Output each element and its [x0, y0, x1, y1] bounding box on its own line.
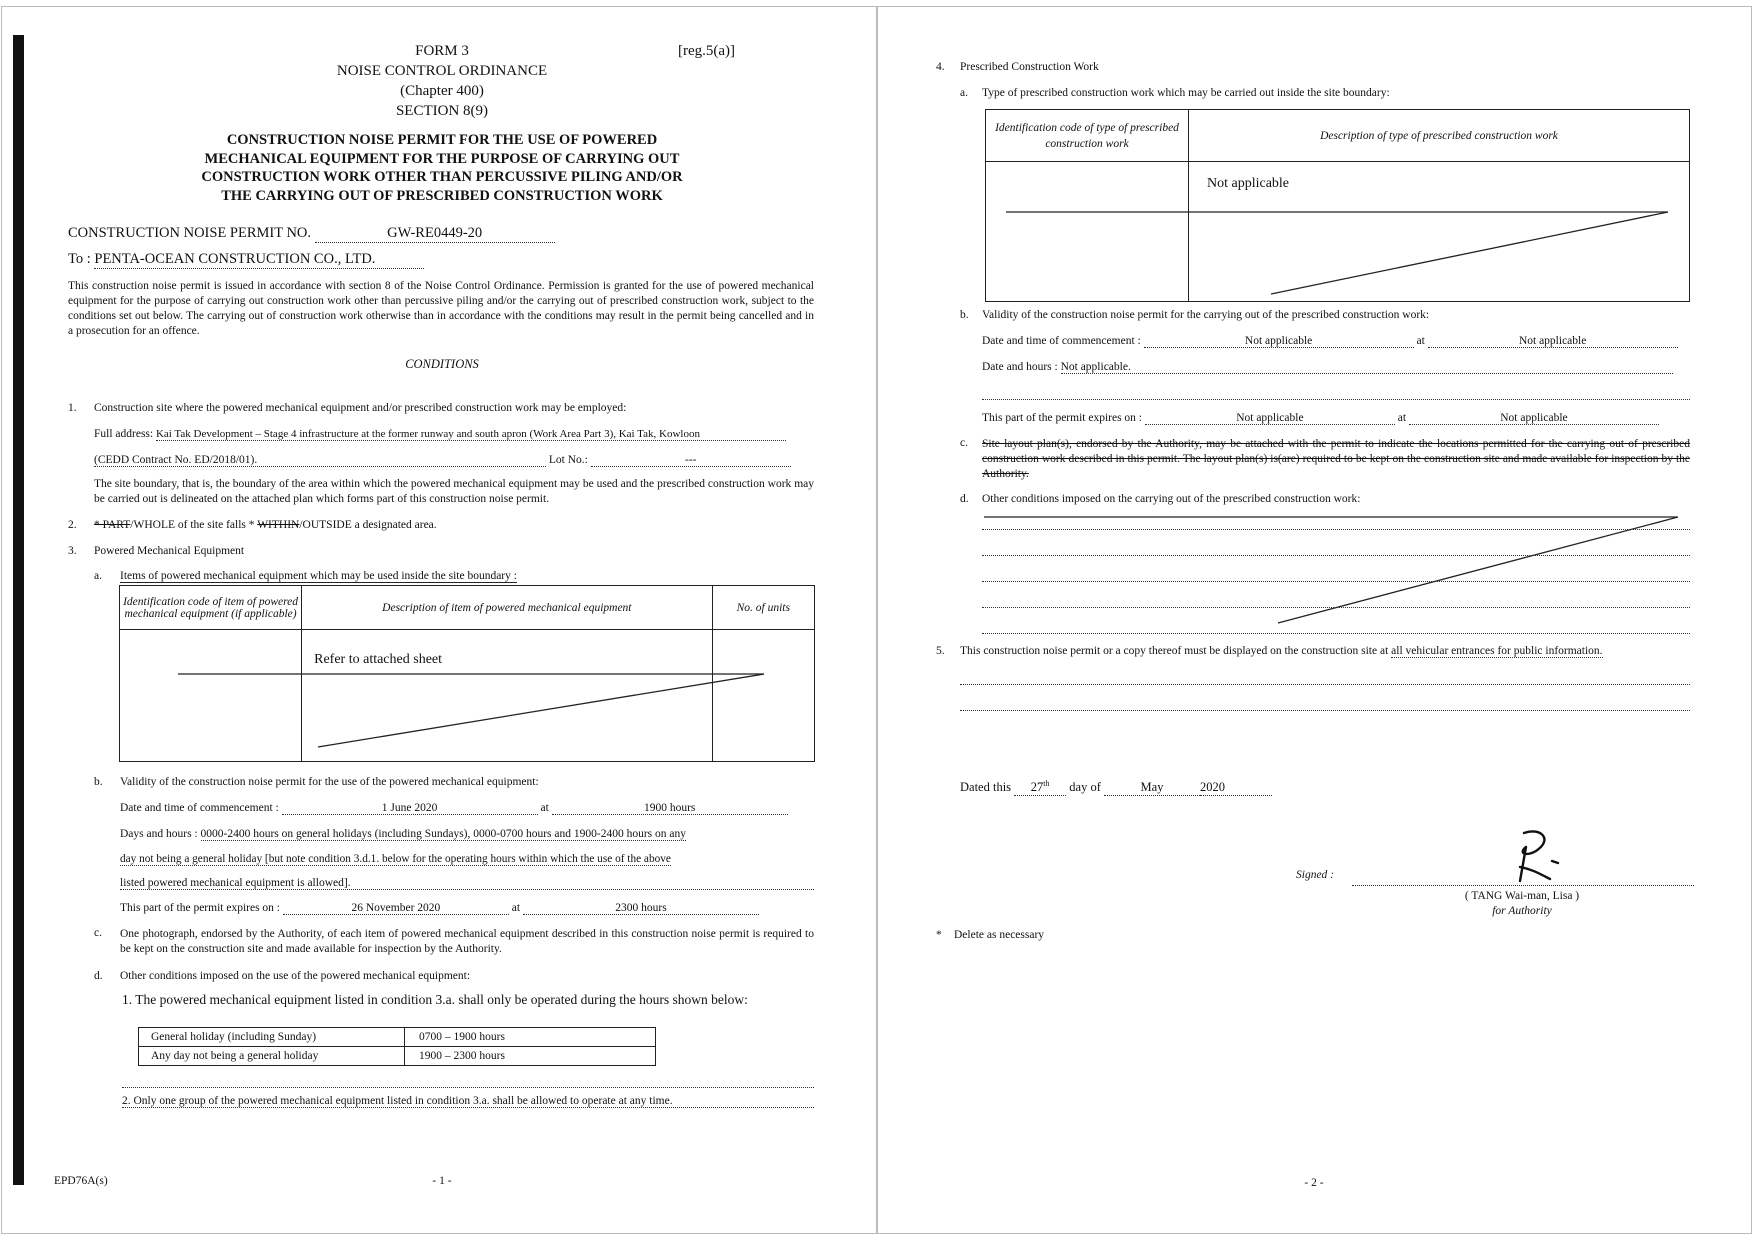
- dated-day-field: [1014, 779, 1066, 796]
- hours-value-cell: 1900 – 2300 hours: [405, 1047, 656, 1066]
- condition-3d-2-row: [122, 1095, 814, 1108]
- pcw-date-hours-row: [982, 361, 1673, 374]
- condition-1-number: 1.: [68, 402, 77, 414]
- page-number-1: - 1 -: [432, 1175, 452, 1187]
- day-of-label: day of: [1069, 780, 1101, 795]
- condition-4b-text: Validity of the construction noise permit for the carrying out of the prescribed construction work:: [982, 309, 1430, 321]
- date-hours-label: Date and hours :: [982, 361, 1058, 373]
- condition-2-end: /OUTSIDE a designated area.: [299, 519, 437, 531]
- hours-day-cell: Any day not being a general holiday: [139, 1047, 405, 1066]
- condition-4c-text-struck: Site layout plan(s), endorsed by the Authority, may be attached with the permit to indicate the locations permitted for the carrying out of prescribed construction work described in this permit. The layout plan(s) is(are) required to be kept on the construction site and made available for inspection by the Authority.: [982, 438, 1690, 480]
- blank-line: [982, 399, 1690, 400]
- title-line: MECHANICAL EQUIPMENT FOR THE PURPOSE OF CARRYING OUT: [204, 150, 680, 167]
- operating-hours-table: [138, 1027, 656, 1066]
- dated-label: Dated this: [960, 780, 1012, 795]
- at-label: at: [1397, 412, 1407, 424]
- full-address-line-2: (CEDD Contract No. ED/2018/01).: [94, 454, 546, 467]
- condition-4c-label: c.: [960, 437, 968, 449]
- pme-header-units: No. of units: [712, 586, 814, 630]
- page-number-2: - 2 -: [1304, 1177, 1324, 1189]
- title-line: THE CARRYING OUT OF PRESCRIBED CONSTRUCTION WORK: [221, 187, 663, 204]
- condition-3b-text: Validity of the construction noise permit for the use of the powered mechanical equipment:: [120, 776, 539, 788]
- to-label: To :: [68, 251, 91, 267]
- days-hours-line-2: day not being a general holiday [but note condition 3.d.1. below for the operating hours within which the use of the above: [120, 853, 671, 865]
- condition-5-row: [960, 645, 1603, 658]
- pcw-header-description: Description of type of prescribed construction work: [1189, 110, 1690, 162]
- condition-4a-label: a.: [960, 87, 968, 99]
- commencement-label: Date and time of commencement :: [982, 335, 1141, 347]
- condition-3c-label: c.: [94, 927, 102, 939]
- pme-expiry-row: [120, 902, 759, 915]
- condition-4a-text: Type of prescribed construction work which may be carried out inside the site boundary:: [982, 87, 1390, 99]
- page-1: [1, 6, 877, 1234]
- lot-label: Lot No.:: [548, 454, 588, 466]
- condition-3d-text: Other conditions imposed on the use of the powered mechanical equipment:: [120, 970, 471, 982]
- days-hours-line-2-row: [120, 853, 820, 866]
- pcw-commencement-row: [982, 335, 1678, 348]
- days-hours-row: [120, 828, 820, 841]
- blank-line: [960, 684, 1690, 685]
- signatory-name: ( TANG Wai-man, Lisa ): [1464, 890, 1580, 902]
- title-line: CONSTRUCTION WORK OTHER THAN PERCUSSIVE PILING AND/OR: [201, 169, 683, 185]
- at-label: at: [1416, 335, 1425, 347]
- pme-header-id: Identification code of item of powered mechanical equipment (if applicable): [120, 586, 302, 630]
- expires-label: This part of the permit expires on :: [120, 902, 281, 914]
- form-number: FORM 3: [415, 43, 469, 59]
- blank-line: [982, 581, 1690, 582]
- pme-cancel-diagonal: [318, 674, 764, 747]
- condition-3-text: Powered Mechanical Equipment: [94, 545, 245, 557]
- date-hours-value: Not applicable.: [1061, 361, 1673, 374]
- commencement-label: Date and time of commencement :: [120, 802, 279, 814]
- pcw-expiry-row: [982, 412, 1659, 425]
- dated-row: [960, 779, 1272, 796]
- permit-number: GW-RE0449-20: [315, 225, 555, 243]
- condition-3a-label: a.: [94, 570, 102, 582]
- condition-5-number: 5.: [936, 645, 945, 657]
- condition-3-number: 3.: [68, 545, 77, 557]
- regulation-ref: [reg.5(a)]: [678, 43, 736, 59]
- blank-line: [982, 555, 1690, 556]
- ordinance-title: NOISE CONTROL ORDINANCE: [336, 63, 548, 79]
- condition-4d-text: Other conditions imposed on the carrying out of the prescribed construction work:: [982, 493, 1361, 505]
- pcw-cancel-diagonal: [1271, 212, 1668, 294]
- condition-3b-label: b.: [94, 776, 103, 788]
- full-address-label: Full address:: [94, 428, 154, 440]
- expires-date: 26 November 2020: [283, 902, 509, 915]
- delete-note: Delete as necessary: [954, 929, 1045, 941]
- within-struck: WITHIN: [257, 519, 300, 531]
- site-boundary-text: The site boundary, that is, the boundary of the area within which the powered mechanical equipment may be used and the prescribed construction work may be carried out is delineated on the attached plan which forms part of this construction noise permit.: [94, 478, 814, 505]
- condition-3a-text: Items of powered mechanical equipment which may be used inside the site boundary :: [120, 570, 517, 582]
- condition-4b-label: b.: [960, 309, 969, 321]
- refer-attached-sheet: Refer to attached sheet: [314, 652, 443, 667]
- section: SECTION 8(9): [395, 103, 489, 119]
- condition-4d-label: d.: [960, 493, 969, 505]
- blank-line: [982, 607, 1690, 608]
- condition-1-text: Construction site where the powered mechanical equipment and/or prescribed construction work may be employed:: [94, 402, 627, 414]
- blank-line: [982, 529, 1690, 530]
- title-line: CONSTRUCTION NOISE PERMIT FOR THE USE OF POWERED: [226, 132, 658, 148]
- condition-5-text: This construction noise permit or a copy thereof must be displayed on the construction site at: [960, 645, 1389, 657]
- condition-3c-text: One photograph, endorsed by the Authority, of each item of powered mechanical equipment described in this construction noise permit is required to be kept on the construction site and made available for inspection by the Authority.: [120, 928, 814, 955]
- lot-number: ---: [591, 454, 791, 467]
- page2-cancel-lines: [878, 7, 1753, 1235]
- addressee: PENTA-OCEAN CONSTRUCTION CO., LTD.: [94, 251, 424, 269]
- expires-time: Not applicable: [1409, 412, 1659, 425]
- signature-mark: [1496, 829, 1566, 887]
- at-label: at: [540, 802, 549, 814]
- chapter: (Chapter 400): [400, 83, 484, 99]
- days-hours-line-3: listed powered mechanical equipment is allowed].: [120, 877, 814, 890]
- days-hours-line-1: 0000-2400 hours on general holidays (including Sundays), 0000-0700 hours and 1900-2400 hours on any: [200, 828, 686, 840]
- pme-commencement-row: [120, 802, 788, 815]
- hours-day-cell: General holiday (including Sunday): [139, 1028, 405, 1047]
- blank-line: [960, 710, 1690, 711]
- condition-4-text: Prescribed Construction Work: [960, 61, 1099, 73]
- blank-line: [122, 1087, 814, 1088]
- signed-label: Signed :: [1296, 869, 1335, 881]
- full-address-line-1: Kai Tak Development – Stage 4 infrastructure at the former runway and south apron (Work Area Part 3), Kai Tak, Kowloon: [156, 428, 786, 441]
- part-struck: * PART: [94, 519, 131, 531]
- form-code: EPD76A(s): [54, 1175, 108, 1187]
- commencement-date: Not applicable: [1144, 335, 1414, 348]
- pcw-header-id: Identification code of type of prescribed construction work: [986, 110, 1189, 162]
- pcw-not-applicable: Not applicable: [1207, 176, 1290, 191]
- dated-day: 27: [1030, 780, 1044, 795]
- dated-year: 2020: [1200, 780, 1272, 796]
- intro-paragraph: This construction noise permit is issued in accordance with section 8 of the Noise Control Ordinance. Permission is granted for the use of powered mechanical equipment for the purpose of carrying out construction work other than percussive piling and/or the carrying out of prescribed construction work, subject to the conditions set out below. The carrying out of construction work otherwise than in accordance with the conditions may result in the permit being cancelled and in a prosecution for an offence.: [68, 280, 814, 337]
- permit-number-label: CONSTRUCTION NOISE PERMIT NO.: [68, 225, 312, 241]
- days-hours-label: Days and hours :: [120, 828, 198, 840]
- display-location: all vehicular entrances for public information.: [1391, 645, 1603, 657]
- delete-asterisk: *: [936, 929, 942, 941]
- expires-label: This part of the permit expires on :: [982, 412, 1143, 424]
- conditions-heading: CONDITIONS: [405, 357, 479, 371]
- commencement-time: Not applicable: [1428, 335, 1678, 348]
- for-authority: for Authority: [1492, 905, 1552, 917]
- hours-value-cell: 0700 – 1900 hours: [405, 1028, 656, 1047]
- page-2: [877, 6, 1752, 1234]
- expires-time: 2300 hours: [523, 902, 759, 915]
- dated-month: May: [1104, 780, 1200, 796]
- commencement-date: 1 June 2020: [282, 802, 538, 815]
- condition-2-middle: /WHOLE of the site falls *: [130, 519, 258, 531]
- pme-header-description: Description of item of powered mechanical equipment: [302, 586, 712, 630]
- dated-day-suffix: th: [1043, 779, 1050, 788]
- condition-2-number: 2.: [68, 519, 77, 531]
- condition-3d-2: 2. Only one group of the powered mechanical equipment listed in condition 3.a. shall be allowed to operate at any time.: [122, 1095, 814, 1108]
- days-hours-line-3-row: [120, 877, 814, 890]
- expires-date: Not applicable: [1145, 412, 1395, 425]
- condition-3d-label: d.: [94, 970, 103, 982]
- condition-3d-1: 1. The powered mechanical equipment listed in condition 3.a. shall only be operated during the hours shown below:: [122, 992, 748, 1007]
- commencement-time: 1900 hours: [552, 802, 788, 815]
- blank-line: [982, 633, 1690, 634]
- condition-4-number: 4.: [936, 61, 945, 73]
- at-label: at: [511, 902, 521, 914]
- signature-line: [1352, 885, 1694, 886]
